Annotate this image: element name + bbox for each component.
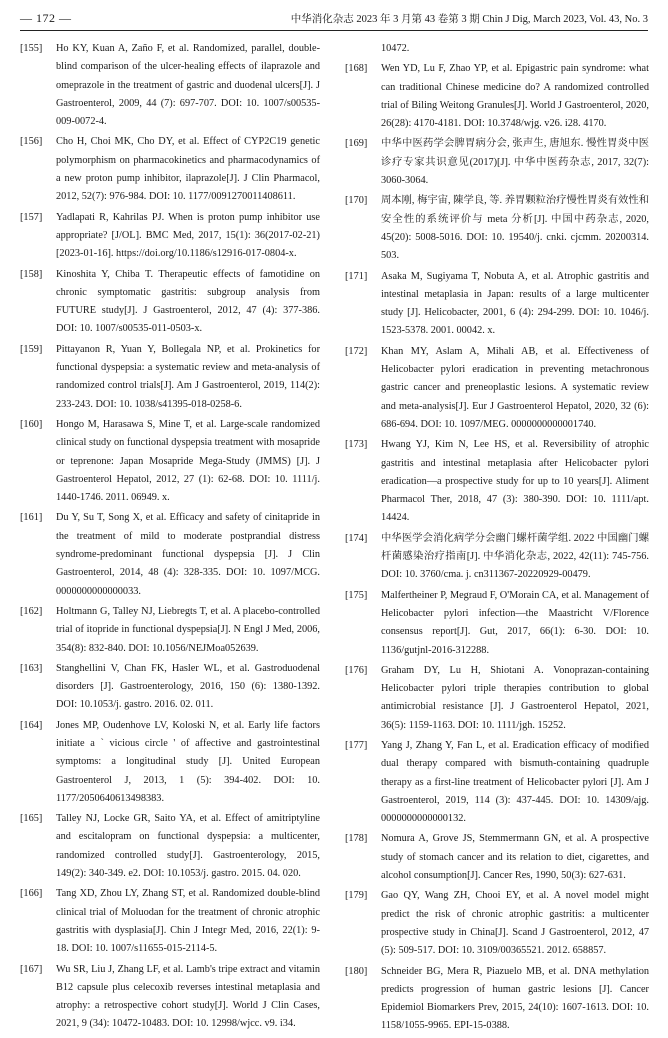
reference-number: [163]	[20, 662, 43, 674]
reference-text: Jones MP, Oudenhove LV, Koloski N, et al. Early life factors initiate a ` vicious circle ' of affective and gastrointestinal symptoms: a longitudinal study [J]. United European Gastroenterol J, 2013, 1 (5): 394-402. DOI: 10. 1177/2050640613498383.	[56, 719, 320, 804]
reference-item	[20, 961, 320, 1034]
reference-item	[345, 587, 649, 660]
reference-item	[20, 266, 320, 339]
reference-text: Talley NJ, Locke GR, Saito YA, et al. Effect of amitriptyline and escitalopram on functional dyspepsia: a multicenter, randomized controlled study[J]. Gastroenterology, 2015, 149(2): 340-349. e2. DOI: 10.1053/j. gastro. 2015. 04. 020.	[56, 813, 320, 880]
reference-text: Pittayanon R, Yuan Y, Bollegala NP, et al. Prokinetics for functional dyspepsia: a systematic review and meta-analysis of randomized control trials[J]. Am J Gastroenterol, 2019, 114(2): 233-243. DOI: 10. 1038/s41395-018-0258-6.	[56, 343, 320, 410]
reference-number: [178]	[345, 833, 368, 845]
reference-text: Tang XD, Zhou LY, Zhang ST, et al. Randomized double-blind clinical trial of Moluodan for the treatment of chronic atrophic gastritis with dysplasia[J]. Chin J Integr Med, 2016, 22(1): 9-18. DOI: 10. 1007/s11655-015-2114-5.	[56, 888, 320, 955]
reference-number: [165]	[20, 813, 43, 825]
reference-text: Yadlapati R, Kahrilas PJ. When is proton pump inhibitor use appropriate? [J/OL]. BMC Med, 2017, 15(1): 36(2017-02-21) [2023-01-16]. https://doi.org/10.1186/s12916-017-0804-x.	[56, 211, 320, 260]
reference-text: Asaka M, Sugiyama T, Nobuta A, et al. Atrophic gastritis and intestinal metaplasia in Japan: results of a large multicenter study [J]. Helicobacter, 2001, 6 (4): 294-299. DOI: 10. 1046/j. 1523-5378. 2001. 00042. x.	[381, 270, 649, 337]
reference-item	[345, 135, 649, 190]
reference-text: 中华中医药学会脾胃病分会, 张声生, 唐旭东. 慢性胃炎中医诊疗专家共识意见(2017)[J]. 中华中医药杂志, 2017, 32(7): 3060-3064.	[381, 138, 649, 187]
reference-continuation: 10472.	[381, 43, 410, 54]
reference-item	[20, 416, 320, 507]
reference-number: [162]	[20, 605, 43, 617]
reference-item	[20, 133, 320, 206]
reference-number: [180]	[345, 965, 368, 977]
reference-text: Stanghellini V, Chan FK, Hasler WL, et al. Gastroduodenal disorders [J]. Gastroenterology, 2016, 150 (6): 1380-1392. DOI: 10.1053/j. gastro. 2016. 02. 011.	[56, 662, 320, 711]
reference-item	[20, 209, 320, 264]
reference-text: Yang J, Zhang Y, Fan L, et al. Eradication efficacy of modified dual therapy compared with bismuth-containing quadruple therapy as a first-line treatment of Helicobacter pylori [J]. Am J Gastroenterol, 2019, 114 (3): 437-445. DOI: 10. 14309/ajg. 0000000000000132.	[381, 739, 649, 825]
reference-number: [160]	[20, 418, 43, 430]
running-title: 中华消化杂志 2023 年 3 月第 43 卷第 3 期 Chin J Dig, March 2023, Vol. 43, No. 3	[290, 14, 648, 25]
page-header	[20, 9, 648, 29]
reference-text: Hongo M, Harasawa S, Mine T, et al. Large-scale randomized clinical study on functional dyspepsia treatment with mosapride or teprenone: Japan Mosapride Mega-Study (JMMS) [J]. J Gastroenterol Hepatol, 2012, 27 (1): 62-68. DOI: 10. 1111/j. 1440-1746. 2011. 06949. x.	[56, 418, 320, 504]
reference-item	[345, 830, 649, 885]
reference-item	[345, 192, 649, 265]
right-column-references	[345, 40, 649, 1038]
reference-number: [176]	[345, 664, 368, 676]
header-rule	[20, 30, 648, 31]
reference-number: [157]	[20, 211, 43, 223]
reference-item	[20, 810, 320, 883]
reference-number: [161]	[20, 512, 43, 524]
reference-item	[20, 509, 320, 600]
reference-number: [171]	[345, 270, 368, 282]
reference-number: [179]	[345, 890, 368, 902]
reference-item	[345, 963, 649, 1036]
reference-text: Gao QY, Wang ZH, Chooi EY, et al. A novel model might predict the risk of chronic atrophic gastritis: a multicenter prospective study in China[J]. Scand J Gastroenterol, 2012, 47 (5): 509-517. DOI: 10. 3109/00365521. 2012. 658857.	[381, 890, 649, 957]
reference-text: Graham DY, Lu H, Shiotani A. Vonoprazan-containing Helicobacter pylori triple therapies contribution to global antimicrobial resistance [J]. J Gastroenterol Hepatol, 2021, 36(5): 1159-1163. DOI: 10. 1111/jgh. 15252.	[381, 664, 649, 731]
reference-item	[20, 341, 320, 414]
reference-item	[345, 662, 649, 735]
reference-number: [168]	[345, 63, 368, 75]
reference-item	[20, 40, 320, 131]
reference-number: [177]	[345, 739, 368, 751]
reference-text: Malfertheiner P, Megraud F, O'Morain CA, et al. Management of Helicobacter pylori infection—the Maastricht V/Florence consensus report[J]. Gut, 2017, 66(1): 6-30. DOI: 10. 1136/gutjnl-2016-312288.	[381, 589, 649, 656]
reference-text: 周本刚, 梅宇宙, 陳学良, 等. 养胃颗粒治疗慢性胃炎有效性和安全性的系统评价与 meta 分析[J]. 中国中药杂志, 2020, 45(20): 5008-5016. DOI: 10. 19540/j. cnki. cjcmm. 20200314. 503.	[381, 195, 649, 262]
reference-text: 中华医学会消化病学分会幽门螺杆菌学组. 2022 中国幽门螺杆菌感染治疗指南[J]. 中华消化杂志, 2022, 42(11): 745-756. DOI: 10. 3760/cma. j. cn311367-20220929-00479.	[381, 532, 649, 581]
reference-item	[345, 887, 649, 960]
reference-number: [173]	[345, 439, 368, 451]
reference-number: [156]	[20, 136, 43, 148]
reference-text: Holtmann G, Talley NJ, Liebregts T, et al. A placebo-controlled trial of itopride in functional dyspepsia[J]. N Engl J Med, 2006, 354(8): 832-840. DOI: 10.1056/NEJMoa052639.	[56, 605, 320, 654]
reference-text: Hwang YJ, Kim N, Lee HS, et al. Reversibility of atrophic gastritis and intestinal metaplasia after Helicobacter pylori eradication—a prospective study for up to 10 years[J]. Aliment Pharmacol Ther, 2018, 47 (3): 380-390. DOI: 10. 1111/apt. 14424.	[381, 439, 649, 524]
reference-item	[20, 603, 320, 658]
page-number: — 172 —	[20, 11, 72, 25]
reference-item	[345, 737, 649, 828]
reference-text: Nomura A, Grove JS, Stemmermann GN, et al. A prospective study of stomach cancer and its relation to diet, cigarettes, and alcohol consumption[J]. Cancer Res, 1990, 50(3): 627-631.	[381, 833, 649, 882]
reference-item	[345, 530, 649, 585]
reference-text: Cho H, Choi MK, Cho DY, et al. Effect of CYP2C19 genetic polymorphism on pharmacokinetics and pharmacodynamics of a new proton pump inhibitor, ilaprazole[J]. J Clin Pharmacol, 2012, 52(7): 976-984. DOI: 10. 1177/0091270011408611.	[56, 136, 320, 203]
reference-text: Wen YD, Lu F, Zhao YP, et al. Epigastric pain syndrome: what can traditional Chinese medicine do? A randomized controlled trial of Biling Weitong Granules[J]. World J Gastroenterol, 2020, 26(28): 4170-4181. DOI: 10.3748/wjg. v26. i28. 4170.	[381, 63, 649, 130]
reference-number: [175]	[345, 589, 368, 601]
reference-text: Ho KY, Kuan A, Zaño F, et al. Randomized, parallel, double-blind comparison of the ulcer-healing effects of ilaprazole and omeprazole in the treatment of gastric and duodenal ulcers[J]. J Gastroenterol, 2009, 44 (7): 697-707. DOI: 10. 1007/s00535-009-0072-4.	[56, 43, 320, 128]
reference-number: [158]	[20, 268, 43, 280]
reference-item	[345, 343, 649, 434]
reference-text: Wu SR, Liu J, Zhang LF, et al. Lamb's tripe extract and vitamin B12 capsule plus celecoxib reverses intestinal metaplasia and atrophy: a retrospective cohort study[J]. World J Clin Cases, 2021, 9 (34): 10472-10483. DOI: 10. 12998/wjcc. v9. i34.	[56, 963, 320, 1030]
reference-number: [174]	[345, 532, 368, 544]
reference-text: Khan MY, Aslam A, Mihali AB, et al. Effectiveness of Helicobacter pylori eradication in preventing metachronous gastric cancer and preneoplastic lesions. A systematic review and meta-analysis[J]. Eur J Gastroenterol Hepatol, 2020, 32 (6): 686-694. DOI: 10. 1097/MEG. 0000000000001740.	[381, 345, 649, 430]
reference-text: Schneider BG, Mera R, Piazuelo MB, et al. DNA methylation predicts progression of human gastric lesions [J]. Cancer Epidemiol Biomarkers Prev, 2015, 24(10): 1607-1613. DOI: 10. 1158/1055-9965. EPI-15-0388.	[381, 965, 649, 1032]
reference-number: [155]	[20, 43, 43, 54]
reference-number: [159]	[20, 343, 43, 355]
reference-number: [166]	[20, 888, 43, 900]
reference-text: Du Y, Su T, Song X, et al. Efficacy and safety of cinitapride in the treatment of mild to moderate postprandial distress syndrome-predominant functional dyspepsia [J]. J Clin Gastroenterol, 2014, 48 (4): 328-335. DOI: 10. 1097/MCG. 0000000000000033.	[56, 512, 320, 597]
reference-number: [169]	[345, 138, 368, 150]
reference-number: [164]	[20, 719, 43, 731]
reference-item	[20, 660, 320, 715]
reference-number: [167]	[20, 963, 43, 975]
reference-item	[345, 268, 649, 341]
reference-item	[345, 436, 649, 527]
reference-text: Kinoshita Y, Chiba T. Therapeutic effects of famotidine on chronic symptomatic gastritis: subgroup analysis from FUTURE study[J]. J Gastroenterol, 2012, 47 (4): 377-386. DOI: 10. 1007/s00535-011-0503-x.	[56, 268, 320, 335]
reference-item	[345, 60, 649, 133]
reference-number: [170]	[345, 195, 368, 207]
reference-number: [172]	[345, 345, 368, 357]
reference-item	[20, 717, 320, 808]
left-column-references	[20, 40, 320, 1036]
reference-item	[20, 885, 320, 958]
